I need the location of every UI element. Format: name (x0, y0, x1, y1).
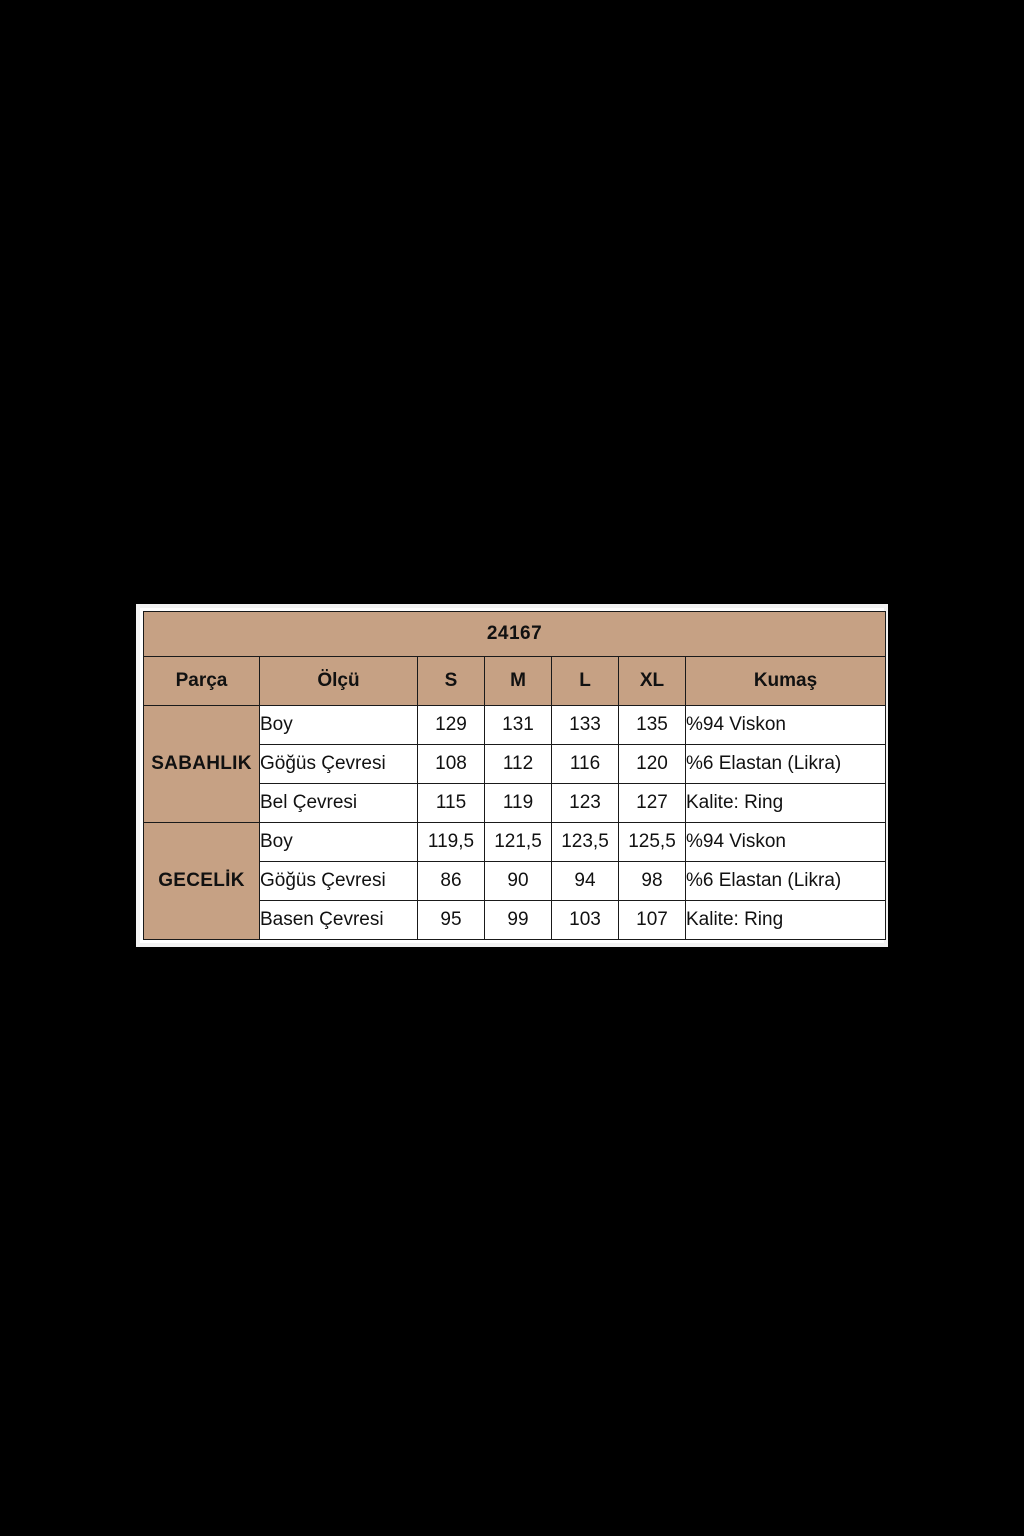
table-row (144, 823, 886, 862)
fabric-info: %94 Viskon (686, 706, 886, 745)
value-l: 116 (552, 745, 619, 784)
table-title-row (144, 612, 886, 657)
value-l: 103 (552, 901, 619, 940)
measure-name: Basen Çevresi (260, 901, 418, 940)
measure-name: Boy (260, 823, 418, 862)
value-s: 95 (418, 901, 485, 940)
value-s: 115 (418, 784, 485, 823)
measure-name: Göğüs Çevresi (260, 862, 418, 901)
value-s: 119,5 (418, 823, 485, 862)
fabric-info: Kalite: Ring (686, 901, 886, 940)
group-label-gecelik: GECELİK (144, 823, 260, 940)
value-m: 131 (485, 706, 552, 745)
fabric-info: %6 Elastan (Likra) (686, 862, 886, 901)
value-xl: 120 (619, 745, 686, 784)
value-m: 90 (485, 862, 552, 901)
column-header-l: L (552, 657, 619, 706)
fabric-info: %6 Elastan (Likra) (686, 745, 886, 784)
column-header-s: S (418, 657, 485, 706)
column-header-measure: Ölçü (260, 657, 418, 706)
value-m: 121,5 (485, 823, 552, 862)
column-header-xl: XL (619, 657, 686, 706)
value-xl: 125,5 (619, 823, 686, 862)
measure-name: Göğüs Çevresi (260, 745, 418, 784)
value-xl: 98 (619, 862, 686, 901)
value-xl: 127 (619, 784, 686, 823)
value-l: 133 (552, 706, 619, 745)
value-m: 119 (485, 784, 552, 823)
value-m: 99 (485, 901, 552, 940)
value-l: 123,5 (552, 823, 619, 862)
measure-name: Bel Çevresi (260, 784, 418, 823)
value-l: 123 (552, 784, 619, 823)
value-s: 86 (418, 862, 485, 901)
fabric-info: Kalite: Ring (686, 784, 886, 823)
fabric-info: %94 Viskon (686, 823, 886, 862)
table-header-row (144, 657, 886, 706)
column-header-part: Parça (144, 657, 260, 706)
size-chart-container (136, 604, 888, 947)
product-code: 24167 (144, 612, 886, 657)
value-m: 112 (485, 745, 552, 784)
size-chart-table (143, 611, 886, 940)
column-header-m: M (485, 657, 552, 706)
measure-name: Boy (260, 706, 418, 745)
value-xl: 107 (619, 901, 686, 940)
value-l: 94 (552, 862, 619, 901)
value-s: 108 (418, 745, 485, 784)
value-xl: 135 (619, 706, 686, 745)
column-header-fabric: Kumaş (686, 657, 886, 706)
value-s: 129 (418, 706, 485, 745)
table-row (144, 706, 886, 745)
group-label-sabahlik: SABAHLIK (144, 706, 260, 823)
